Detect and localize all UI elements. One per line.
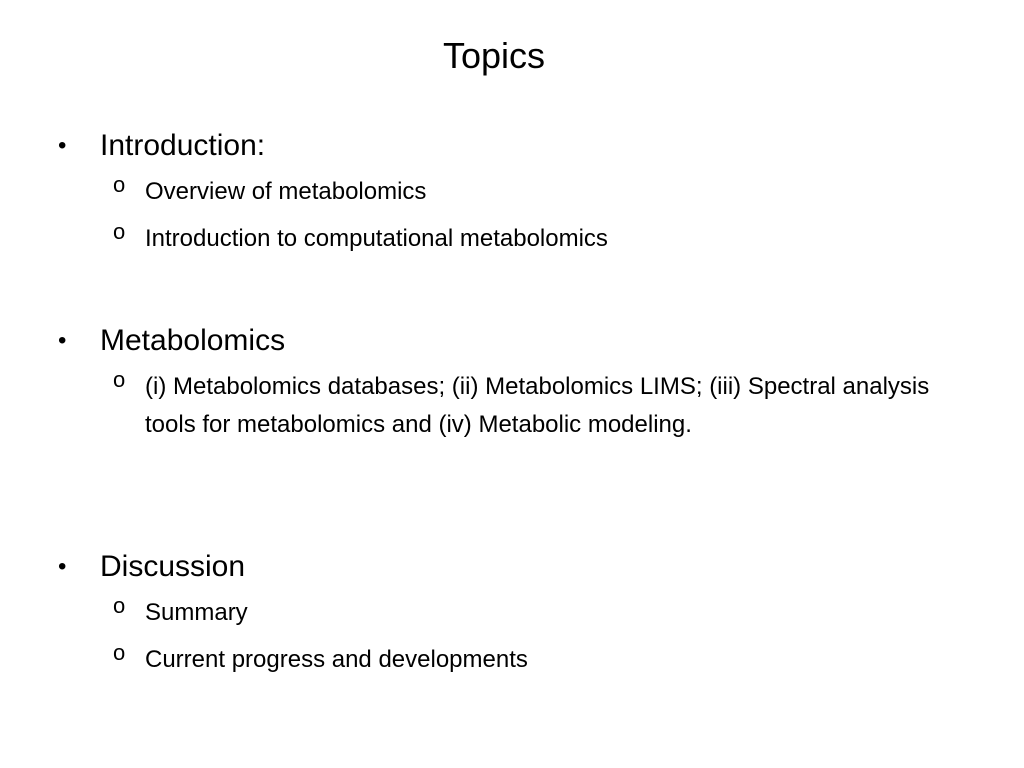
sub-item-text: (i) Metabolomics databases; (ii) Metabolomics LIMS; (iii) Spectral analysis tools for metabolomics and (iv) Metabolic modeling.: [145, 373, 930, 438]
sub-bullet-icon: o: [113, 172, 126, 197]
sub-item-text: Introduction to computational metabolomics: [145, 225, 608, 252]
section-metabolomics: [58, 323, 958, 444]
section-heading-text: Discussion: [100, 550, 246, 583]
section-discussion: [58, 549, 958, 679]
sub-item: [58, 220, 958, 258]
sub-item-text: Overview of metabolomics: [145, 178, 427, 205]
sub-item: [58, 368, 958, 444]
sub-item: [58, 641, 958, 679]
sub-bullet-icon: o: [113, 367, 126, 392]
section-heading: [58, 549, 958, 585]
sub-bullet-icon: o: [113, 219, 126, 244]
sub-bullet-icon: o: [113, 640, 126, 665]
section-introduction: [58, 128, 958, 258]
bullet-dot-icon: •: [58, 132, 67, 159]
bullet-dot-icon: •: [58, 553, 67, 580]
sub-bullet-icon: o: [113, 593, 126, 618]
sub-item-text: Current progress and developments: [145, 646, 528, 673]
sub-item: [58, 594, 958, 632]
bullet-dot-icon: •: [58, 327, 67, 354]
section-heading: [58, 128, 958, 164]
slide-title: Topics: [442, 35, 546, 76]
section-heading: [58, 323, 958, 359]
section-heading-text: Metabolomics: [100, 324, 286, 357]
section-heading-text: Introduction:: [100, 129, 266, 162]
sub-item: [58, 173, 958, 211]
sub-item-text: Summary: [145, 599, 248, 626]
